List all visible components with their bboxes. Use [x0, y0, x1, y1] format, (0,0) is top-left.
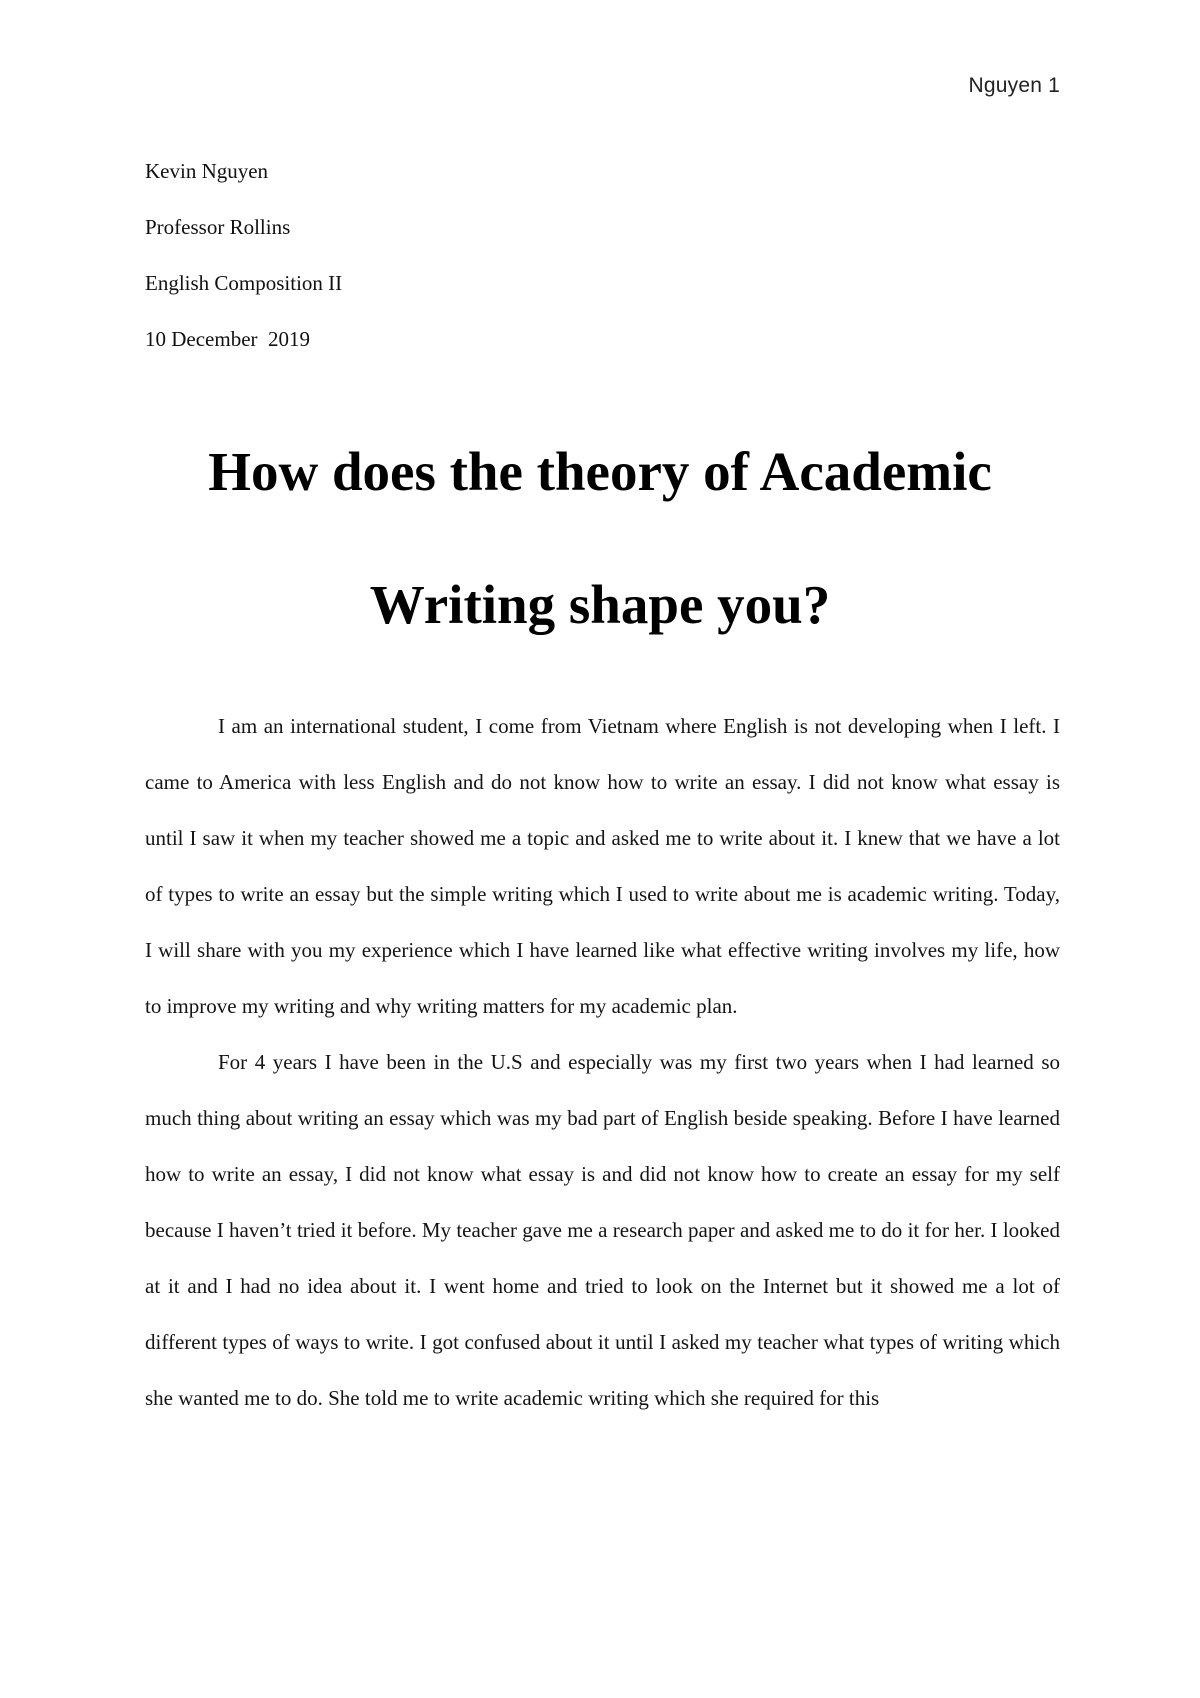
mla-heading — [145, 143, 342, 367]
paragraph: For 4 years I have been in the U.S and especially was my first two years when I had learned so much thing about writing an essay which was my bad part of English beside speaking. Before I have learned how to write an essay, I did not know what essay is and did not know how to create an essay for my self because I haven’t tried it before. My teacher gave me a research paper and asked me to do it for her. I looked at it and I had no idea about it. I went home and tried to look on the Internet but it showed me a lot of different types of ways to write. I got confused about it until I asked my teacher what types of writing which she wanted me to do. She told me to write academic writing which she required for this — [145, 1050, 1060, 1410]
author-name: Kevin Nguyen — [145, 159, 269, 183]
running-header: Nguyen 1 — [968, 74, 1060, 97]
professor-name: Professor Rollins — [145, 215, 291, 239]
course-name: English Composition II — [145, 271, 343, 295]
date: 10 December 2019 — [145, 327, 311, 351]
essay-title: How does the theory of Academic Writing shape you? — [208, 441, 992, 635]
essay-body — [145, 698, 1060, 1426]
paragraph: I am an international student, I come from Vietnam where English is not developing when I left. I came to America with less English and do not know how to write an essay. I did not know what essay is until I saw it when my teacher showed me a topic and asked me to write about it. I knew that we have a lot of types to write an essay but the simple writing which I used to write about me is academic writing. Today, I will share with you my experience which I have learned like what effective writing involves my life, how to improve my writing and why writing matters for my academic plan. — [145, 714, 1060, 1018]
